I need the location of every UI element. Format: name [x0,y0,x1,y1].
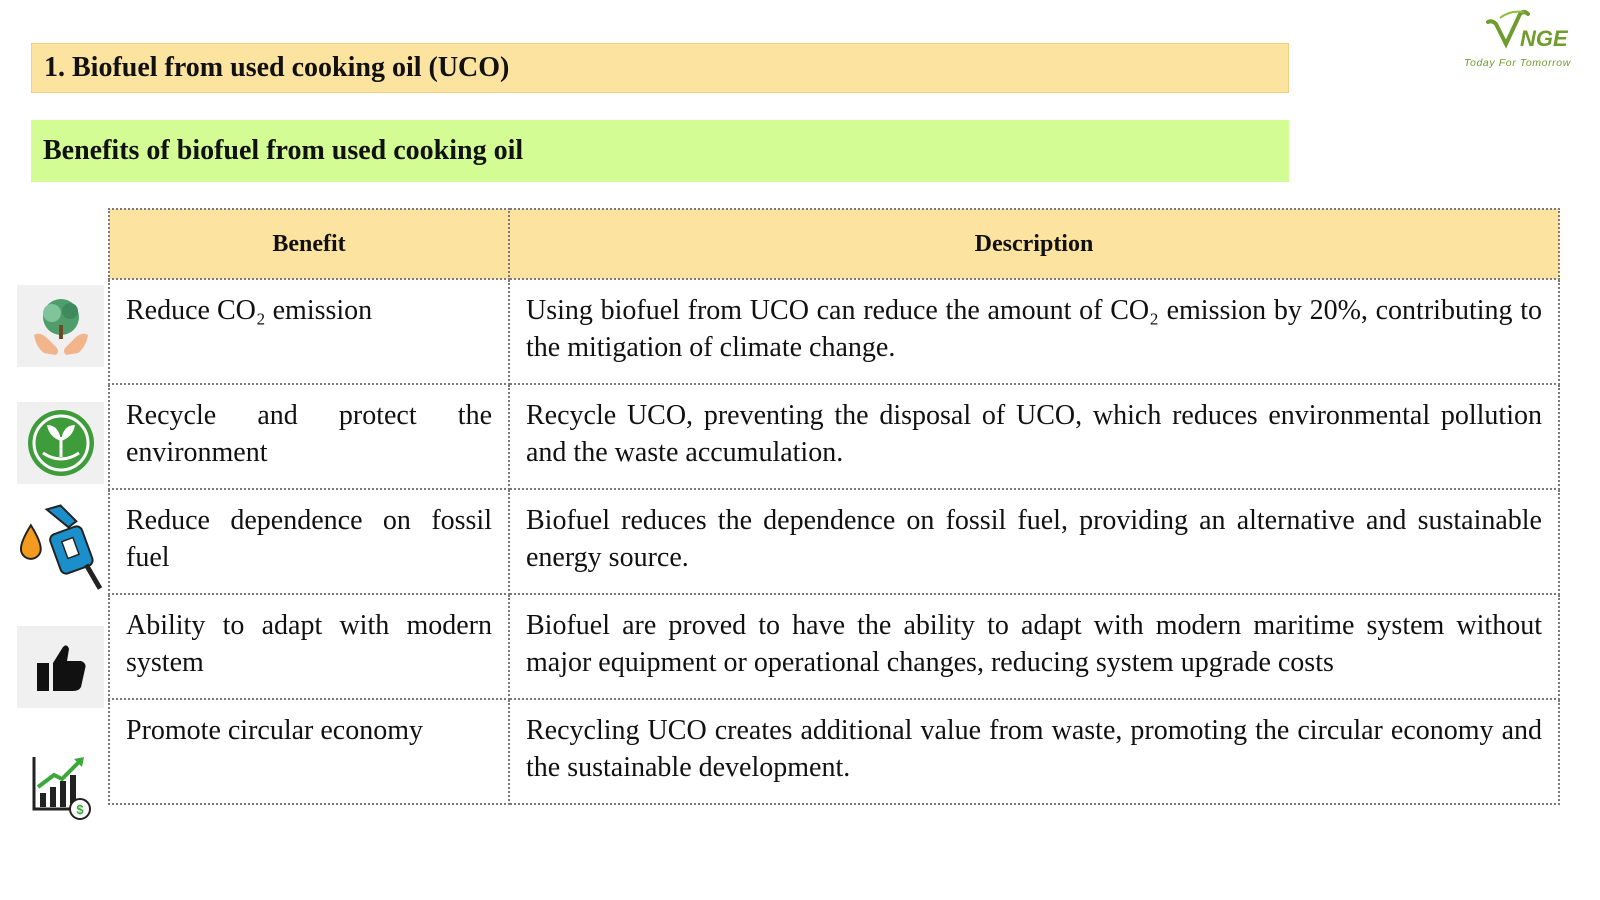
benefit-cell: Promote circular economy [109,699,509,804]
table-row [109,699,1559,804]
thumbs-up-icon [17,626,104,708]
vnge-logo-mark-icon [1484,8,1584,54]
logo-tagline: Today For Tomorrow [1464,57,1571,69]
svg-text:$: $ [75,802,84,817]
growth-chart-dollar-icon [17,752,104,822]
benefit-cell: Reduce CO₂ emission [109,279,509,384]
section-subtitle [31,120,1289,182]
description-cell: Biofuel are proved to have the ability to adapt with modern maritime system without major equipment or operational changes, reducing system upgrade costs [509,594,1559,699]
header-description: Description [509,209,1559,279]
table-row [109,489,1559,594]
description-cell: Recycling UCO creates additional value from waste, promoting the circular economy and the sustainable development. [509,699,1559,804]
benefits-table [108,208,1560,805]
benefit-cell: Reduce dependence on fossil fuel [109,489,509,594]
benefit-cell: Ability to adapt with modern system [109,594,509,699]
table-row [109,279,1559,384]
benefit-cell: Recycle and protect the environment [109,384,509,489]
table-row [109,384,1559,489]
company-logo [1462,8,1594,72]
header-benefit: Benefit [109,209,509,279]
tree-in-hands-icon [17,285,104,367]
svg-text:NGE: NGE [1520,26,1568,51]
section-subtitle-text: Benefits of biofuel from used cooking oil [43,135,524,166]
table-row [109,594,1559,699]
table-header-row [109,209,1559,279]
section-title [31,43,1289,93]
description-cell: Biofuel reduces the dependence on fossil fuel, providing an alternative and sustainable energy source. [509,489,1559,594]
description-cell: Using biofuel from UCO can reduce the amount of CO₂ emission by 20%, contributing to the mitigation of climate change. [509,279,1559,384]
description-cell: Recycle UCO, preventing the disposal of UCO, which reduces environmental pollution and the waste accumulation. [509,384,1559,489]
recycle-leaf-icon [17,402,104,484]
section-title-text: 1. Biofuel from used cooking oil (UCO) [44,52,510,83]
fuel-nozzle-icon [17,502,104,594]
